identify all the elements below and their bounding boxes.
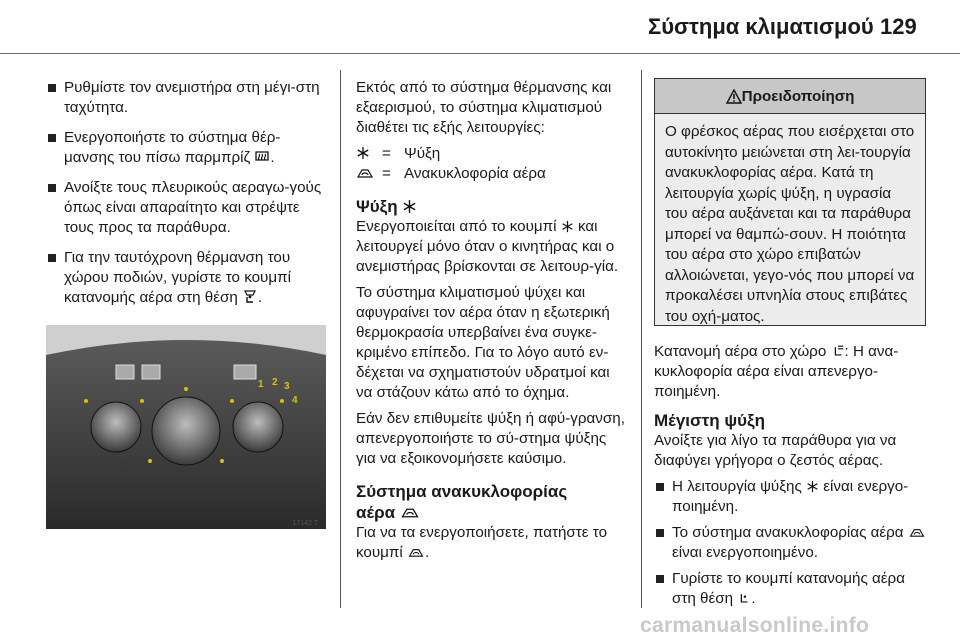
recirculation-icon — [400, 505, 420, 520]
bullet-icon — [656, 529, 664, 537]
cooling-heading: Ψύξη — [356, 196, 628, 217]
bullet-icon — [48, 184, 56, 192]
watermark: carmanualsonline.info — [640, 614, 870, 637]
max-cooling-heading: Μέγιστη ψύξη — [654, 411, 765, 430]
bullet-icon — [48, 84, 56, 92]
column-divider-1 — [340, 70, 341, 608]
snowflake-icon — [402, 199, 417, 214]
snowflake-icon — [561, 220, 574, 233]
warning-box — [654, 78, 926, 326]
list-item: Το σύστημα ανακυκλοφορίας αέρα είναι ενεργοποιημένο. — [654, 523, 926, 563]
recirculation-icon — [407, 546, 425, 559]
legend-row: = Ανακυκλοφορία αέρα — [356, 164, 628, 184]
warning-text: Ο φρέσκος αέρας που εισέρχεται στο αυτοκίνητο μειώνεται στη λει-τουργία ανακυκλοφορίας αέρα. Κατά τη λειτουργία χωρίς ψύξη, η υγρασία του αέρα αυξάνεται και τα παράθυρα μπορεί να θαμπώ-σουν. Η ποιότητα του αέρα στο χώρο επιβατών αλλοιώνεται, γεγο-νός που μπορεί να προκαλέσει υπνηλία στους επιβάτες του οχή-ματος. — [665, 123, 915, 325]
cooling-paragraph-2: Το σύστημα κλιματισμού ψύχει και αφυγραίνει τον αέρα όταν η εξωτερική θερμοκρασία υπερβαίνει ένα συγκε-κριμένο επίπεδο. Για το λόγο αυτό εν-δέχεται να σχηματιστούν υδρατμοί και να στάζουν κάτω από το όχημα. — [356, 284, 610, 401]
cooling-paragraph-3: Εάν δεν επιθυμείτε ψύξη ή αφύ-γρανση, απενεργοποιήστε το σύ-στημα ψύξης για να εξοικονομήσετε καύσιμο. — [356, 410, 625, 467]
column-divider-2 — [641, 70, 642, 608]
header-title: Σύστημα κλιματισμού — [648, 14, 874, 39]
page-number: 129 — [880, 14, 917, 39]
snowflake-icon — [806, 480, 819, 493]
bullet-icon — [48, 134, 56, 142]
list-item: Ανοίξτε τους πλευρικούς αεραγω-γούς όπως είναι απαραίτητο και στρέψτε τους προς τα παράθυρα. — [46, 178, 328, 238]
cooling-paragraph-1: Ενεργοποιείται από το κουμπί και λειτουργεί μόνο όταν ο κινητήρας και ο ανεμιστήρας βρίσκονται σε λειτουρ-γία. — [356, 218, 619, 275]
ac-button — [116, 365, 134, 379]
distribution-paragraph: Κατανομή αέρα στο χώρο : Η ανα-κυκλοφορία αέρα είναι απενεργο-ποιημένη. — [654, 343, 899, 400]
rear-window-heating-icon — [254, 149, 270, 164]
panel-label: 3 — [284, 381, 290, 392]
warning-triangle-icon — [726, 89, 742, 104]
rear-heat-button — [234, 365, 256, 379]
bullet-icon — [656, 483, 664, 491]
figure-code: 17142 T — [292, 520, 318, 527]
bullet-icon — [48, 254, 56, 262]
list-item: Ενεργοποιήστε το σύστημα θέρ-μανσης του πίσω παρμπρίζ . — [46, 128, 328, 168]
warning-title: Προειδοποίηση — [741, 87, 855, 105]
intro-paragraph: Εκτός από το σύστημα θέρμανσης και εξαερισμού, το σύστημα κλιματισμού διαθέτει τις εξής λειτουργίες: — [356, 79, 612, 136]
list-item: Ρυθμίστε τον ανεμιστήρα στη μέγι-στη ταχύτητα. — [46, 78, 328, 118]
list-item: Για την ταυτόχρονη θέρμανση του χώρου ποδιών, γυρίστε το κουμπί κατανομής αέρα στη θέση . — [46, 248, 328, 308]
recirculation-paragraph: Για να τα ενεργοποιήσετε, πατήστε το κουμπί . — [356, 524, 608, 561]
recirculation-heading: Σύστημα ανακυκλοφορίας αέρα — [356, 482, 568, 522]
warning-header — [655, 79, 925, 114]
fan-knob — [91, 402, 141, 452]
header-rule — [0, 53, 960, 54]
distribution-knob — [233, 402, 283, 452]
column-1 — [46, 62, 328, 356]
passenger-area-icon — [831, 344, 845, 358]
footwell-windscreen-icon — [242, 289, 258, 304]
legend-row: = Ψύξη — [356, 144, 628, 164]
list-item: Η λειτουργία ψύξης είναι ενεργο-ποιημένη. — [654, 477, 926, 517]
recirculation-icon — [908, 526, 926, 539]
temperature-knob — [152, 397, 220, 465]
list-item: Γυρίστε το κουμπί κατανομής αέρα στη θέση . — [654, 569, 926, 609]
panel-label: 2 — [272, 377, 278, 388]
climate-panel-illustration — [46, 325, 326, 529]
column-3 — [654, 336, 926, 609]
bullet-icon — [656, 575, 664, 583]
recirculation-button — [142, 365, 160, 379]
max-cooling-text: Ανοίξτε για λίγο τα παράθυρα για να διαφύγει γρήγορα ο ζεστός αέρας. — [654, 432, 897, 469]
recirculation-icon — [356, 166, 374, 180]
panel-label: 1 — [258, 379, 264, 390]
page-header — [0, 0, 960, 62]
column-2 — [356, 62, 628, 563]
snowflake-icon — [356, 146, 370, 160]
footwell-icon — [737, 591, 751, 605]
panel-label: 4 — [292, 395, 298, 406]
